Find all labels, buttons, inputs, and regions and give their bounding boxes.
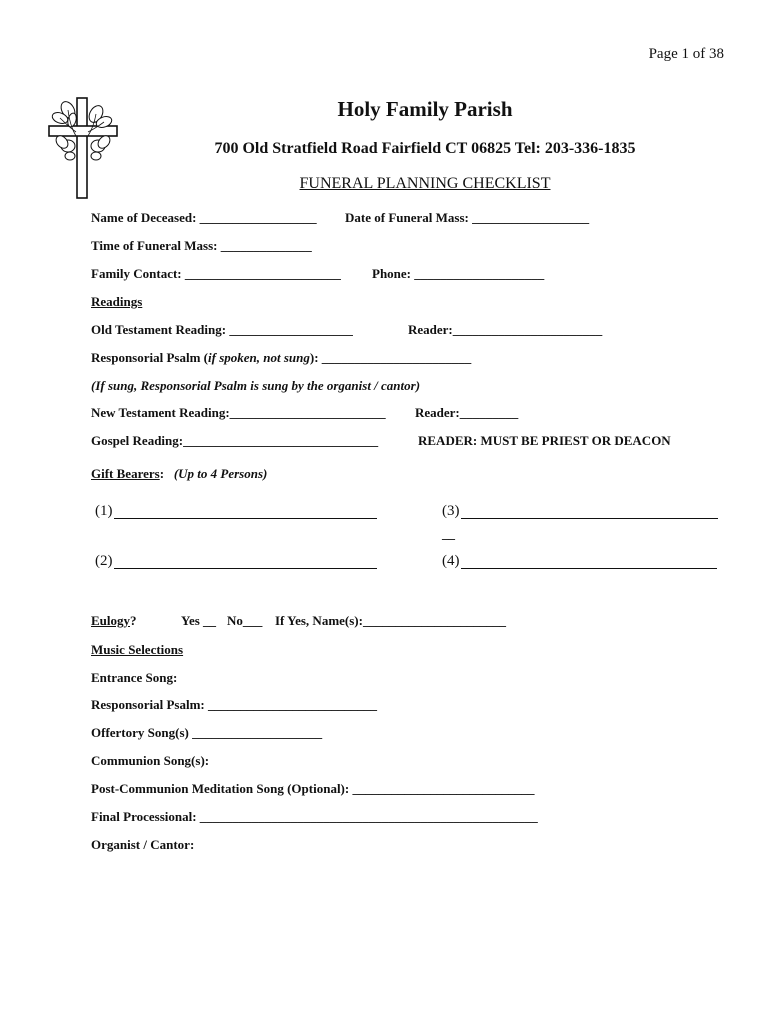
final-processional-field[interactable]: Final Processional: ____________________________________________________ bbox=[91, 809, 538, 824]
gift-bearer-4-line[interactable] bbox=[461, 568, 717, 569]
gift-bearer-3-overflow: __ bbox=[442, 526, 455, 541]
phone-field[interactable]: Phone: ____________________ bbox=[372, 266, 545, 281]
offertory-song-field[interactable]: Offertory Song(s) ____________________ bbox=[91, 725, 323, 740]
page-number: Page 1 of 38 bbox=[648, 46, 724, 62]
gift-bearer-1-line[interactable] bbox=[114, 518, 377, 519]
eulogy-yes-field[interactable]: Yes __ bbox=[181, 613, 217, 628]
post-communion-song-field[interactable]: Post-Communion Meditation Song (Optional): ____________________________ bbox=[91, 781, 535, 796]
gospel-field[interactable]: Gospel Reading:______________________________ bbox=[91, 433, 379, 448]
entrance-song-field[interactable]: Entrance Song: bbox=[91, 670, 178, 685]
responsorial-psalm-field[interactable] bbox=[91, 350, 471, 366]
eulogy-heading bbox=[91, 613, 137, 629]
gift-bearer-4-label: (4) bbox=[442, 553, 460, 569]
parish-name: Holy Family Parish bbox=[337, 97, 513, 121]
eulogy-no-field[interactable]: No___ bbox=[227, 613, 263, 628]
gift-bearers-colon: : bbox=[159, 466, 165, 481]
time-of-mass-field[interactable]: Time of Funeral Mass: ______________ bbox=[91, 238, 312, 253]
music-selections-heading: Music Selections bbox=[91, 642, 184, 657]
organist-cantor-field[interactable]: Organist / Cantor: bbox=[91, 837, 195, 852]
name-of-deceased-field[interactable]: Name of Deceased: __________________ bbox=[91, 210, 317, 225]
sung-psalm-note: (If sung, Responsorial Psalm is sung by the organist / cantor) bbox=[91, 378, 421, 393]
gift-bearers-note: (Up to 4 Persons) bbox=[173, 466, 268, 481]
readings-heading: Readings bbox=[91, 294, 143, 309]
gift-bearer-3-label: (3) bbox=[442, 503, 460, 519]
old-testament-reader-field[interactable]: Reader:_______________________ bbox=[408, 322, 603, 337]
new-testament-reader-field[interactable]: Reader:_________ bbox=[415, 405, 519, 420]
psalm-blank: ): _______________________ bbox=[309, 350, 472, 365]
gift-bearer-1-label: (1) bbox=[95, 503, 113, 519]
psalm-qualifier: if spoken, not sung bbox=[208, 350, 310, 365]
eulogy-label: Eulogy bbox=[91, 613, 131, 628]
eulogy-names-field[interactable]: If Yes, Name(s):______________________ bbox=[275, 613, 506, 628]
new-testament-field[interactable]: New Testament Reading:________________________ bbox=[91, 405, 386, 420]
gift-bearer-3-line[interactable] bbox=[461, 518, 718, 519]
gift-bearer-2-label: (2) bbox=[95, 553, 113, 569]
family-contact-field[interactable]: Family Contact: ________________________ bbox=[91, 266, 341, 281]
gospel-reader-note: READER: MUST BE PRIEST OR DEACON bbox=[418, 433, 671, 448]
music-psalm-field[interactable]: Responsorial Psalm: __________________________ bbox=[91, 697, 377, 712]
gift-bearer-2-line[interactable] bbox=[114, 568, 377, 569]
gift-bearers-heading bbox=[91, 466, 267, 482]
document-title: FUNERAL PLANNING CHECKLIST bbox=[299, 175, 551, 192]
communion-song-field[interactable]: Communion Song(s): bbox=[91, 753, 210, 768]
parish-address: 700 Old Stratfield Road Fairfield CT 06825 Tel: 203-336-1835 bbox=[214, 140, 636, 157]
eulogy-question-mark: ? bbox=[130, 613, 137, 628]
gift-bearers-label: Gift Bearers bbox=[91, 466, 160, 481]
old-testament-field[interactable]: Old Testament Reading: ___________________ bbox=[91, 322, 353, 337]
date-of-mass-field[interactable]: Date of Funeral Mass: __________________ bbox=[345, 210, 590, 225]
psalm-label: Responsorial Psalm ( bbox=[91, 350, 208, 365]
